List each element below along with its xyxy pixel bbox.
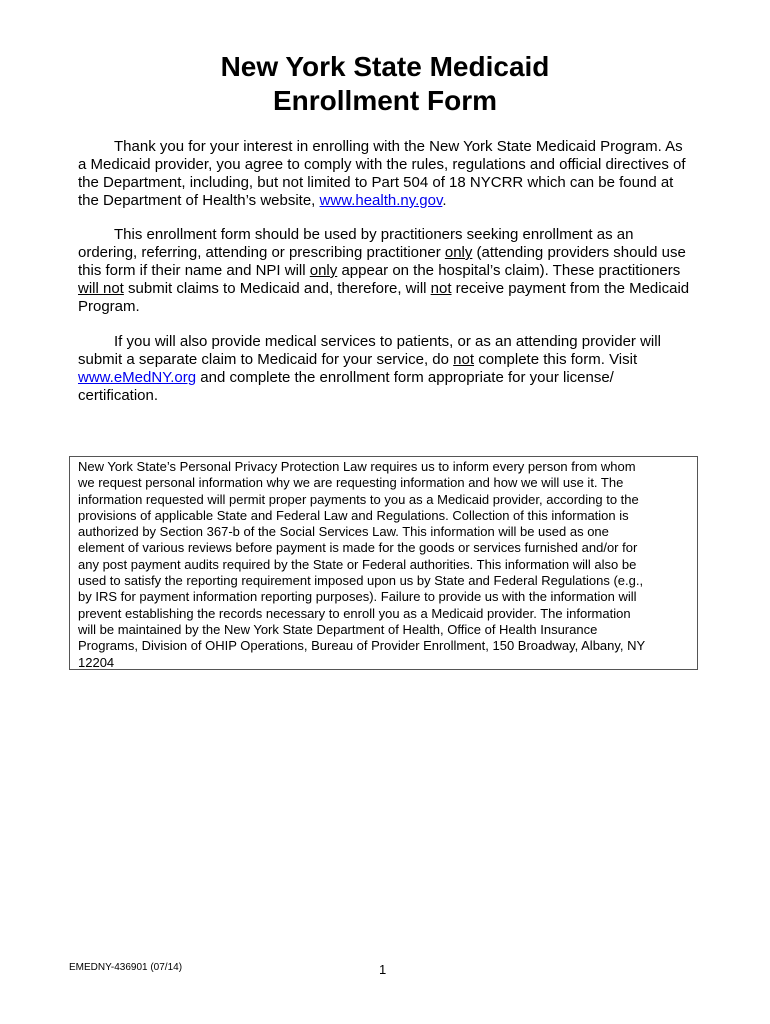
usage-line-1: This enrollment form should be used by practitioners seeking enrollment as an <box>114 226 634 243</box>
usage-paragraph <box>78 226 698 316</box>
usage-line-4-not: not <box>430 280 452 297</box>
page-title <box>0 50 770 118</box>
privacy-line: we request personal information why we are requesting information and how we will use it. The <box>78 475 624 491</box>
usage-line-2-only: only <box>444 244 473 261</box>
privacy-line: information requested will permit proper payments to you as a Medicaid provider, according to the <box>78 491 639 507</box>
title-line-1: New York State Medicaid <box>220 51 550 82</box>
services-line-2 <box>78 351 698 369</box>
usage-line-3-only: only <box>309 262 338 279</box>
usage-line-4 <box>78 280 698 298</box>
intro-paragraph <box>78 138 698 210</box>
services-line-4: certification. <box>78 387 159 404</box>
privacy-line: 12204 <box>78 654 115 670</box>
privacy-line: by IRS for payment information reporting purposes). Failure to provide us with the information will <box>78 589 637 605</box>
usage-line-3-b: appear on the hospital’s claim). These practitioners <box>337 262 681 279</box>
privacy-line: any post payment audits required by the State or Federal authorities. This information will also be <box>78 556 637 572</box>
privacy-line: Programs, Division of OHIP Operations, Bureau of Provider Enrollment, 150 Broadway, Albany, NY <box>78 638 646 654</box>
privacy-line: prevent establishing the records necessary to enroll you as a Medicaid provider. The information <box>78 605 631 621</box>
page-number: 1 <box>379 962 387 977</box>
usage-line-4-will-not: will not <box>78 280 124 297</box>
services-line-2-a: submit a separate claim to Medicaid for your service, do <box>78 351 454 368</box>
privacy-line: used to satisfy the reporting requirement imposed upon us by State and Federal Regulations (e.g., <box>78 573 644 589</box>
intro-line-1: Thank you for your interest in enrolling with the New York State Medicaid Program. As <box>114 138 683 155</box>
privacy-notice-box <box>69 456 698 670</box>
privacy-line: New York State’s Personal Privacy Protection Law requires us to inform every person from whom <box>78 459 636 474</box>
services-line-2-not: not <box>453 351 475 368</box>
usage-line-2 <box>78 244 698 262</box>
usage-line-5: Program. <box>78 298 140 315</box>
usage-line-2-a: ordering, referring, attending or prescribing practitioner <box>78 244 445 261</box>
privacy-line: element of various reviews before payment is made for the goods or services furnished and/or for <box>78 540 638 556</box>
intro-line-3: the Department, including, but not limited to Part 504 of 18 NYCRR which can be found at <box>78 174 674 191</box>
services-paragraph <box>78 333 698 405</box>
title-line-2: Enrollment Form <box>272 85 497 116</box>
usage-line-4-b: receive payment from the Medicaid <box>451 280 690 297</box>
intro-line-4 <box>78 192 698 210</box>
emedny-link[interactable]: www.eMedNY.org <box>78 369 197 386</box>
usage-line-3 <box>78 262 698 280</box>
services-line-1: If you will also provide medical services to patients, or as an attending provider will <box>114 333 661 350</box>
privacy-line: will be maintained by the New York State Department of Health, Office of Health Insurance <box>78 621 598 637</box>
services-line-2-b: complete this form. Visit <box>474 351 638 368</box>
usage-line-4-a: submit claims to Medicaid and, therefore, will <box>123 280 431 297</box>
health-ny-gov-link[interactable]: www.health.ny.gov <box>319 192 443 209</box>
intro-line-4-text: the Department of Health’s website, <box>78 192 320 209</box>
services-line-3-text: and complete the enrollment form appropriate for your license/ <box>196 369 614 386</box>
usage-line-3-a: this form if their name and NPI will <box>78 262 310 279</box>
intro-line-2: a Medicaid provider, you agree to comply with the rules, regulations and official directives of <box>78 156 686 173</box>
services-line-3 <box>78 369 698 387</box>
privacy-line: authorized by Section 367-b of the Social Services Law. This information will be used as one <box>78 524 609 540</box>
usage-line-2-b: (attending providers should use <box>472 244 686 261</box>
form-code: EMEDNY-436901 (07/14) <box>69 962 183 973</box>
intro-line-4-end: . <box>442 192 447 209</box>
privacy-line: provisions of applicable State and Federal Law and Regulations. Collection of this information is <box>78 507 629 523</box>
